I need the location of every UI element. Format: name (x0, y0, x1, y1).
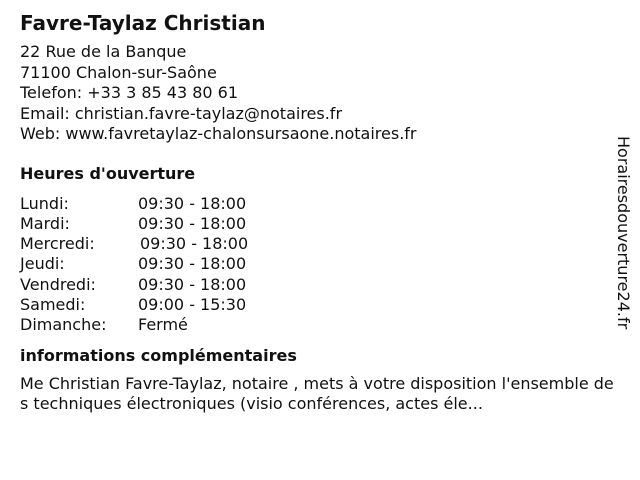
phone-line: Telefon: +33 3 85 43 80 61 (20, 83, 239, 102)
business-card (20, 10, 620, 415)
day-label: Vendredi: (20, 274, 96, 294)
time-value: 09:30 - 18:00 (140, 234, 249, 254)
web-line: Web: www.favretaylaz-chalonsursaone.notaires.fr (20, 124, 417, 143)
site-brand-vertical[interactable]: Horairesdouverture24.fr (614, 136, 633, 330)
hours-row-monday (20, 194, 620, 214)
time-value: 09:30 - 18:00 (138, 213, 247, 233)
hours-row-tuesday (20, 214, 620, 234)
email-line: Email: christian.favre-taylaz@notaires.fr (20, 103, 343, 123)
contact-block (20, 42, 620, 145)
info-text: Me Christian Favre-Taylaz, notaire , mets à votre disposition l'ensemble des techniques électroniques (visio conférences, actes éle... (20, 373, 614, 414)
business-name: Favre-Taylaz Christian (20, 11, 266, 35)
day-label: Mercredi: (20, 234, 95, 254)
time-value: 09:00 - 15:30 (138, 294, 247, 314)
day-label: Samedi: (20, 294, 86, 314)
hours-title: Heures d'ouverture (20, 163, 196, 183)
time-value: 09:30 - 18:00 (138, 254, 247, 274)
day-label: Jeudi: (20, 254, 65, 274)
hours-row-thursday (20, 254, 620, 274)
info-title: informations complémentaires (20, 345, 297, 365)
time-value: 09:30 - 18:00 (138, 193, 247, 213)
time-value: 09:30 - 18:00 (138, 274, 247, 294)
time-value: Fermé (138, 315, 188, 335)
hours-row-wednesday (20, 234, 620, 254)
day-label: Dimanche: (20, 315, 107, 335)
hours-row-friday (20, 275, 620, 295)
day-label: Lundi: (20, 193, 69, 213)
address-street: 22 Rue de la Banque (20, 42, 187, 61)
hours-table (20, 194, 620, 336)
day-label: Mardi: (20, 213, 70, 233)
address-city: 71100 Chalon-sur-Saône (20, 62, 217, 82)
hours-row-sunday (20, 315, 620, 335)
hours-row-saturday (20, 295, 620, 315)
